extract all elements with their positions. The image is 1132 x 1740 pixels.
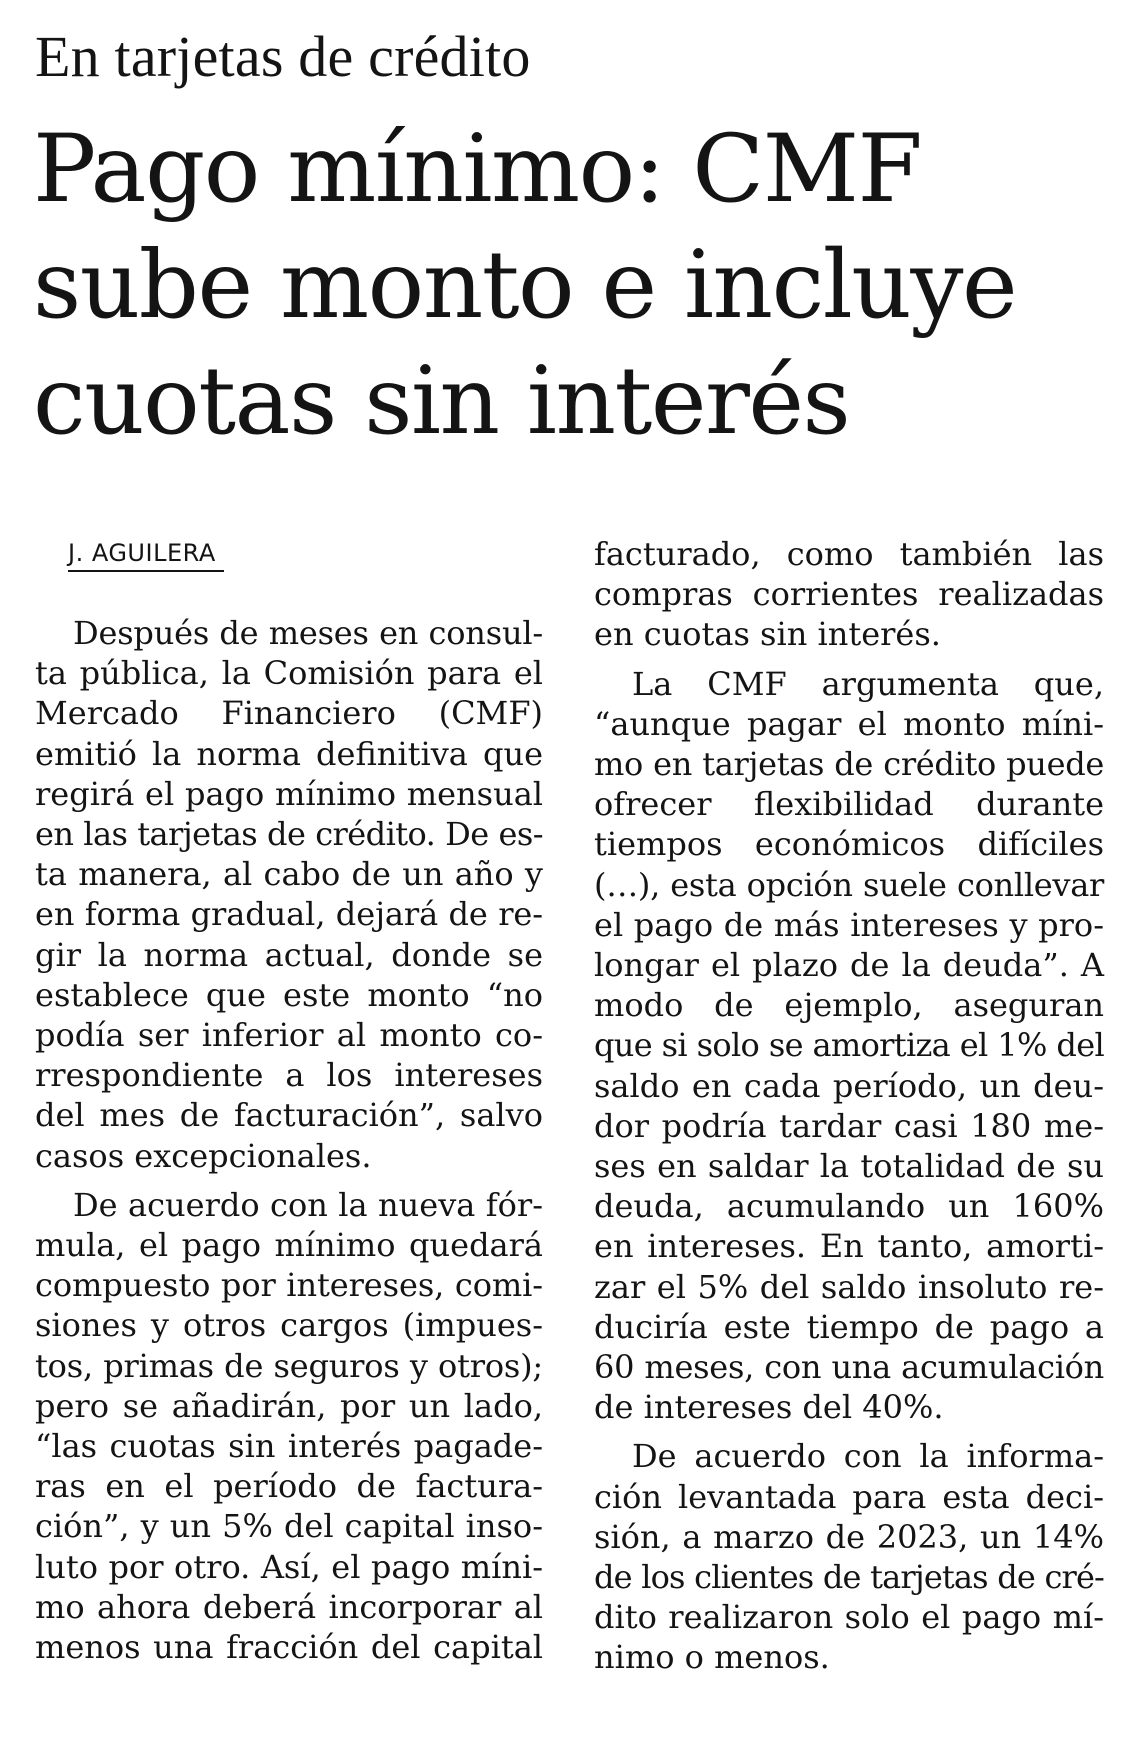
text-line: De acuerdo con la nueva fór-: [73, 1185, 543, 1224]
text-line: regirá el pago mínimo mensual: [35, 774, 543, 813]
text-line: tiempos económicos difíciles: [594, 825, 1104, 864]
headline-line: sube monto e incluye: [33, 231, 1017, 340]
text-line: longar el plazo de la deuda”. A: [594, 946, 1104, 985]
text-line: dito realizaron solo el pago mí-: [594, 1598, 1104, 1637]
text-line: facturado, como también las: [594, 535, 1104, 573]
byline-rule: [68, 570, 224, 572]
text-line: de intereses del 40%.: [594, 1388, 944, 1427]
text-line: dor podría tardar casi 180 me-: [594, 1106, 1104, 1145]
text-line: casos excepcionales.: [35, 1136, 372, 1175]
paragraph: [35, 1185, 543, 1667]
text-line: de los clientes de tarjetas de cré-: [594, 1558, 1104, 1597]
headline: [33, 112, 1093, 460]
text-line: emitió la norma definitiva que: [35, 734, 543, 773]
text-line: mo en tarjetas de crédito puede: [594, 745, 1104, 784]
text-line: compuesto por intereses, comi-: [35, 1266, 543, 1305]
text-line: luto por otro. Así, el pago míni-: [35, 1547, 543, 1586]
paragraph: [594, 1436, 1104, 1677]
text-line: De acuerdo con la informa-: [632, 1437, 1104, 1476]
text-line: zar el 5% del saldo insoluto re-: [594, 1267, 1104, 1306]
text-line: duciría este tiempo de pago a: [594, 1307, 1104, 1346]
text-line: deuda, acumulando un 160%: [594, 1187, 1104, 1226]
text-line: en intereses. En tanto, amorti-: [594, 1227, 1104, 1266]
text-line: menos una fracción del capital: [35, 1628, 543, 1667]
text-line: podía ser inferior al monto co-: [35, 1016, 543, 1055]
text-line: sión, a marzo de 2023, un 14%: [594, 1517, 1104, 1556]
text-line: mo ahora deberá incorporar al: [35, 1587, 543, 1626]
paragraph: [35, 613, 543, 1176]
text-line: gir la norma actual, donde se: [35, 935, 543, 974]
text-line: tos, primas de seguros y otros);: [35, 1346, 543, 1385]
text-line: ción”, y un 5% del capital inso-: [35, 1507, 543, 1546]
text-line: ción levantada para esta deci-: [594, 1477, 1104, 1516]
text-line: “las cuotas sin interés pagade-: [35, 1427, 543, 1466]
byline: J. AGUILERA: [68, 539, 216, 567]
article-column-right: [594, 534, 1104, 1678]
text-line: nimo o menos.: [594, 1638, 830, 1677]
text-line: establece que este monto “no: [35, 975, 543, 1014]
text-line: modo de ejemplo, aseguran: [594, 986, 1104, 1025]
paragraph: [594, 534, 1104, 655]
text-line: en las tarjetas de crédito. De es-: [35, 815, 543, 854]
text-line: ses en saldar la totalidad de su: [594, 1147, 1104, 1186]
text-line: 60 meses, con una acumulación: [594, 1348, 1104, 1387]
text-line: compras corrientes realizadas: [594, 575, 1104, 614]
headline-line: cuotas sin interés: [33, 347, 850, 456]
article-column-left: [35, 613, 543, 1667]
text-line: Después de meses en consul-: [73, 614, 543, 652]
text-line: ta manera, al cabo de un año y: [35, 855, 543, 894]
text-line: Mercado Financiero (CMF): [35, 694, 543, 733]
kicker: En tarjetas de crédito: [35, 24, 531, 89]
text-line: pero se añadirán, por un lado,: [35, 1386, 543, 1425]
text-line: siones y otros cargos (impues-: [35, 1306, 543, 1345]
text-line: en cuotas sin interés.: [594, 615, 941, 654]
text-line: ofrecer flexibilidad durante: [594, 785, 1104, 824]
text-line: saldo en cada período, un deu-: [594, 1066, 1104, 1105]
text-line: en forma gradual, dejará de re-: [35, 895, 543, 934]
text-line: ta pública, la Comisión para el: [35, 654, 543, 693]
text-line: ras en el período de factura-: [35, 1467, 543, 1506]
headline-line: Pago mínimo: CMF: [33, 115, 922, 224]
text-line: del mes de facturación”, salvo: [35, 1096, 543, 1135]
text-line: rrespondiente a los intereses: [35, 1056, 543, 1095]
text-line: mula, el pago mínimo quedará: [35, 1226, 543, 1265]
text-line: el pago de más intereses y pro-: [594, 905, 1104, 944]
text-line: La CMF argumenta que,: [632, 664, 1104, 703]
text-line: “aunque pagar el monto míni-: [594, 704, 1104, 743]
paragraph: [594, 664, 1104, 1428]
text-line: que si solo se amortiza el 1% del: [594, 1026, 1104, 1065]
text-line: (…), esta opción suele conllevar: [594, 865, 1104, 904]
